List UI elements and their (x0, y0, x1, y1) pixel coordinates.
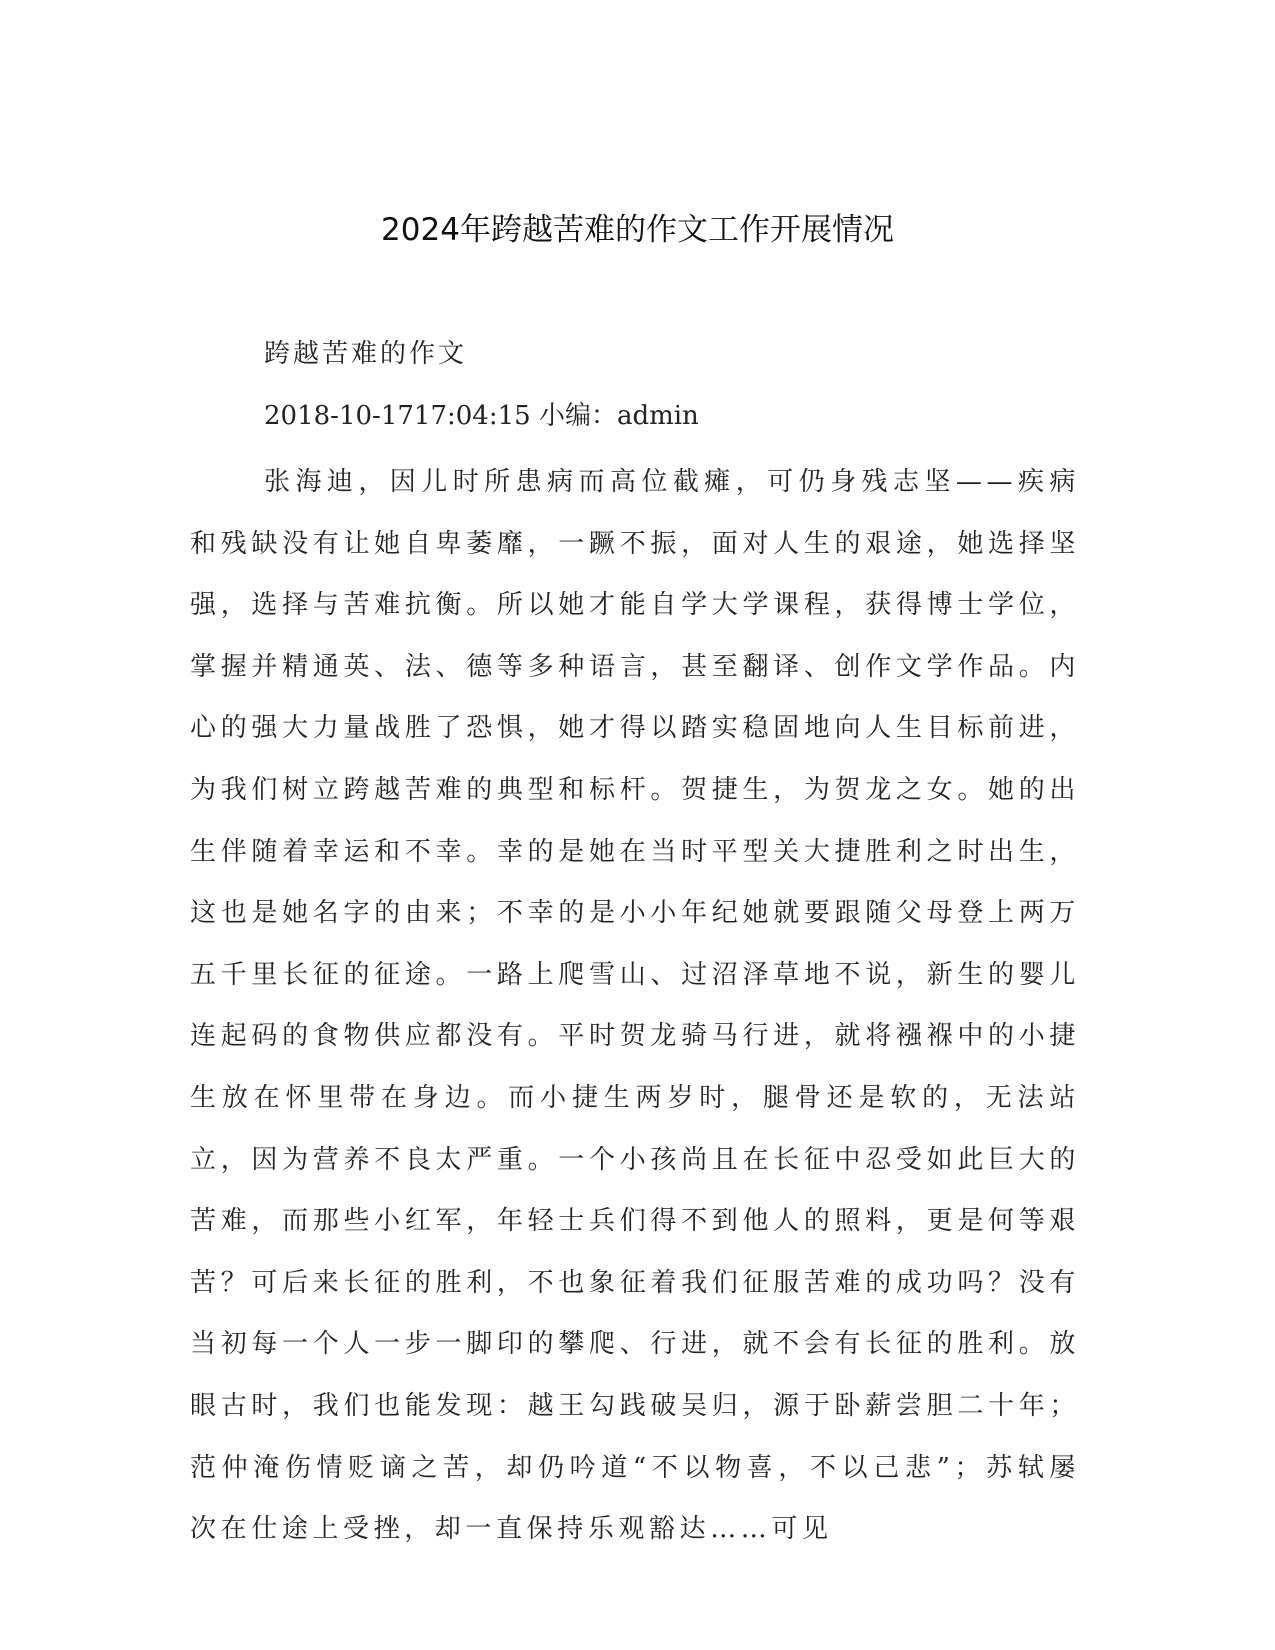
article-body-paragraph: 张海迪，因儿时所患病而高位截瘫，可仍身残志坚——疾病和残缺没有让她自卑萎靡，一蹶不振，面对人生的艰途，她选择坚强，选择与苦难抗衡。所以她才能自学大学课程，获得博士学位，掌握并精通英、法、德等多种语言，甚至翻译、创作文学作品。内心的强大力量战胜了恐惧，她才得以踏实稳固地向人生目标前进，为我们树立跨越苦难的典型和标杆。贺捷生，为贺龙之女。她的出生伴随着幸运和不幸。幸的是她在当时平型关大捷胜利之时出生，这也是她名字的由来；不幸的是小小年纪她就要跟随父母登上两万五千里长征的征途。一路上爬雪山、过沼泽草地不说，新生的婴儿连起码的食物供应都没有。平时贺龙骑马行进，就将襁褓中的小捷生放在怀里带在身边。而小捷生两岁时，腿骨还是软的，无法站立，因为营养不良太严重。一个小孩尚且在长征中忍受如此巨大的苦难，而那些小红军，年轻士兵们得不到他人的照料，更是何等艰苦？可后来长征的胜利，不也象征着我们征服苦难的成功吗？没有当初每一个人一步一脚印的攀爬、行进，就不会有长征的胜利。放眼古时，我们也能发现：越王勾践破吴归，源于卧薪尝胆二十年；范仲淹伤情贬谪之苦，却仍吟道“不以物喜，不以己悲”；苏轼屡次在仕途上受挫，却一直保持乐观豁达……可见 (190, 467, 1080, 1545)
article-meta: 2018-10-1717:04:15 小编：admin (264, 401, 699, 431)
document-title: 2024年跨越苦难的作文工作开展情况 (381, 212, 894, 248)
article-subheading: 跨越苦难的作文 (264, 339, 468, 369)
